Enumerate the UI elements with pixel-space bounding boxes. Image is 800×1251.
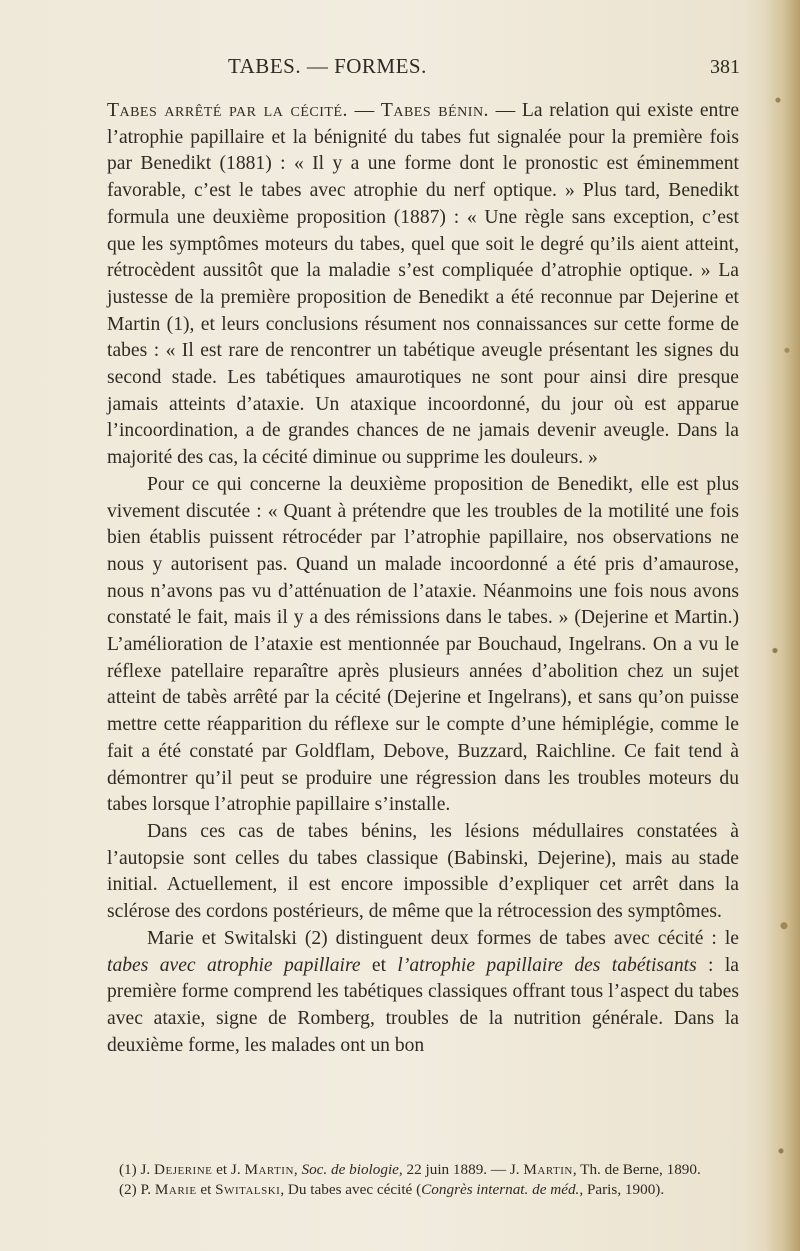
paragraph-4: [107, 926, 739, 1060]
footnote-2: [107, 1180, 739, 1200]
footnote-author: Switalski: [215, 1181, 281, 1198]
paragraph-2: Pour ce qui concerne la deuxième proposition de Benedikt, elle est plus vivement discutée : « Quant à prétendre que les troubles de la motilité une fois bien établis puissent rétrocéder par l’atrophie papillaire, nos observations ne nous y autorisent pas. Quand un malade incoordonné a été pris d’amaurose, nous n’avons pas vu d’atténuation de l’ataxie. Néanmoins une fois nous avons constaté le fait, mais il y a des rémissions dans le tabes. » (Dejerine et Martin.) L’amélioration de l’ataxie est mentionnée par Bouchaud, Ingelrans. On a vu le réflexe patellaire reparaître après plusieurs années d’abolition chez un sujet atteint de tabès arrêté par la cécité (Dejerine et Ingelrans), et sans qu’on puisse mettre cette réapparition du réflexe sur le compte d’une hémiplégie, comme le fait a été constaté par Goldflam, Debove, Buzzard, Raichline. Ce fait tend à démontrer qu’il peut se produire une régression dans les troubles moteurs du tabes lorsque l’atrophie papillaire s’installe.: [107, 473, 739, 816]
footnote-text: et: [196, 1181, 216, 1198]
footnote-journal: Soc. de biologie: [301, 1161, 399, 1178]
page-number: 381: [710, 56, 740, 78]
paragraph-4-text-c: : la première forme comprend les tabétiques classiques offrant tous l’aspect du tabes avec ataxie, signe de Romberg, troubles de la nutrition générale. Dans la deuxième forme, les malades ont un bon: [107, 954, 739, 1056]
body-text: [107, 98, 739, 1059]
footnote-text: , Th. de Berne, 1890.: [572, 1161, 701, 1178]
running-head: TABES. — FORMES.: [228, 54, 427, 78]
footnote-text: , 22 juin 1889. — J.: [398, 1161, 524, 1178]
footnote-1-number: (1) J.: [119, 1161, 155, 1178]
page-header: [0, 54, 800, 84]
heading-dash: —: [347, 100, 381, 121]
paragraph-1: [107, 98, 739, 472]
paragraph-3: Dans ces cas de tabes bénins, les lésions médullaires constatées à l’autopsie sont celles du tabes classique (Babinski, Dejerine), mais au stade initial. Actuellement, il est encore impossible d’expliquer cet arrêt dans la sclérose des cordons postérieurs, de même que la rétrocession des symptômes.: [107, 820, 739, 923]
footnote-journal: Congrès internat. de méd.: [421, 1181, 580, 1198]
paragraph-4-text-b: et: [360, 954, 398, 976]
footnote-author: Marie: [154, 1181, 197, 1198]
term-atrophie-tabetisants: l’atrophie papillaire des tabétisants: [397, 954, 697, 976]
paragraph-1-text: — La relation qui existe entre l’atrophie papillaire et la bénignité du tabes fut signalée pour la première fois par Benedikt (1881) : « Il y a une forme dont le pronostic est éminemment favorable, c’est le tabes avec atrophie du nerf optique. » Plus tard, Benedikt formula une deuxième proposition (1887) : « Une règle sans exception, c’est que les symptômes moteurs du tabes, quel que soit le degré qu’ils aient atteint, rétrocèdent aussitôt que la maladie s’est compliquée d’atrophie optique. » La justesse de la première proposition de Benedikt a été reconnue par Dejerine et Martin (1), et leurs conclusions résument nos connaissances sur cette forme de tabes : « Il est rare de rencontrer un tabétique aveugle présentant les signes du second stade. Les tabétiques amaurotiques ne sont pour ainsi dire presque jamais atteints d’ataxie. Un ataxique incoordonné, du jour où est apparue l’incoordination, a de grandes chances de ne jamais devenir aveugle. Dans la majorité des cas, la cécité diminue ou supprime les douleurs. »: [107, 100, 740, 469]
footnote-text: et J.: [212, 1161, 245, 1178]
paper-specks: [766, 0, 796, 1251]
footnote-author: Martin: [523, 1161, 573, 1178]
section-heading-tabes-benin: Tabes bénin.: [380, 100, 489, 121]
footnote-2-number: (2) P.: [119, 1181, 155, 1198]
footnote-1: [107, 1160, 739, 1180]
footnote-text: ,: [293, 1161, 302, 1178]
footnotes: [107, 1160, 739, 1200]
section-heading-tabes-arrete: Tabes arrêté par la cécité.: [107, 100, 348, 121]
footnote-text: , Paris, 1900).: [579, 1181, 665, 1198]
footnote-text: , Du tabes avec cécité (: [280, 1181, 422, 1198]
footnote-author: Martin: [244, 1161, 294, 1178]
term-tabes-atrophie: tabes avec atrophie papillaire: [107, 954, 361, 976]
footnote-author: Dejerine: [154, 1161, 213, 1178]
paragraph-4-text-a: Marie et Switalski (2) distinguent deux formes de tabes avec cécité : le: [147, 927, 739, 949]
